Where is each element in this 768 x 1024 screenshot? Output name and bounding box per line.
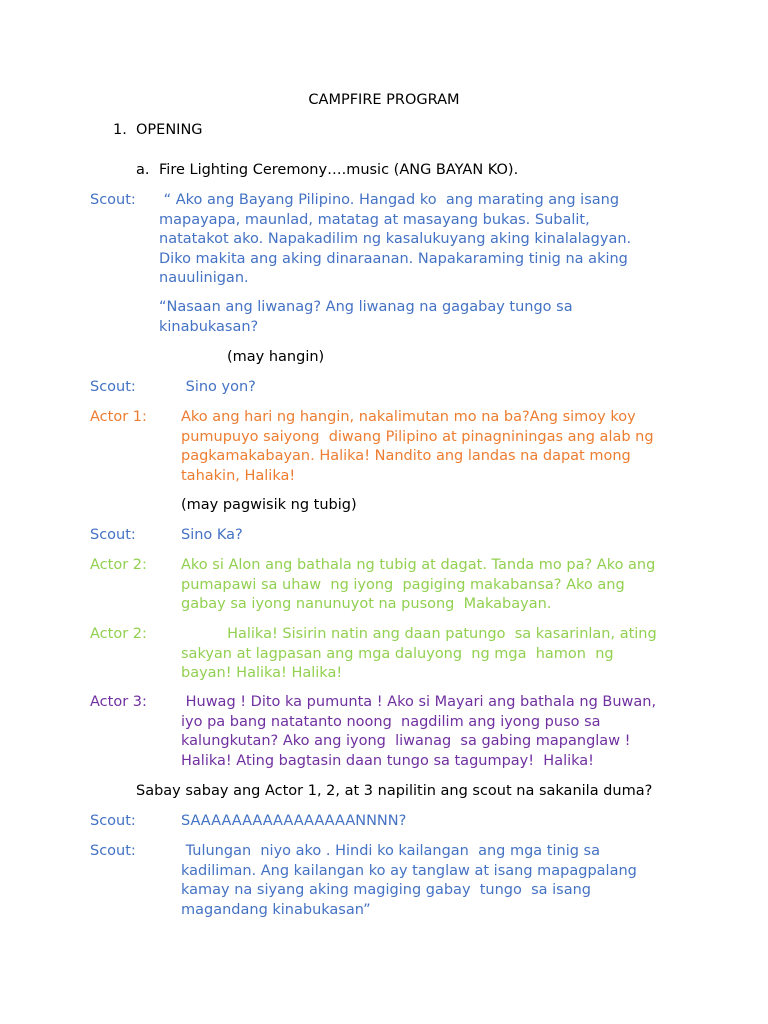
dialogue-line: bayan! Halika! Halika! (181, 665, 343, 681)
item-letter: a. (136, 162, 150, 178)
dialogue-line: iyo pa bang natatanto noong nagdilim ang iyong puso sa (181, 713, 601, 730)
actor-2-dialogue (181, 556, 655, 615)
dialogue-line: pumupuyo saiyong diwang Pilipino at pinagniningas ang alab ng (181, 428, 654, 445)
dialogue-line: sakyan at lagpasan ang mga daluyong ng mga hamon ng (181, 645, 614, 662)
speaker-label-scout: Scout: (90, 813, 136, 829)
stage-direction: (may hangin) (227, 349, 325, 365)
section-number: 1. (113, 122, 127, 138)
scout-dialogue: SAAAAAAAAAAAAAAAANNNN? (181, 813, 407, 829)
dialogue-line: “Nasaan ang liwanag? Ang liwanag na gagabay tungo sa (159, 299, 573, 315)
dialogue-line: tahakin, Halika! (181, 467, 296, 484)
page-title: CAMPFIRE PROGRAM (308, 92, 460, 108)
section-heading: OPENING (136, 122, 203, 138)
dialogue-line: Tulungan niyo ako . Hindi ko kailangan ang mga tinig sa (181, 843, 600, 859)
dialogue-line: “ Ako ang Bayang Pilipino. Hangad ko ang marating ang isang (159, 192, 620, 208)
dialogue-line: mapayapa, maunlad, matatag at masayang bukas. Subalit, (159, 211, 590, 228)
dialogue-line: Halika! Sisirin natin ang daan patungo sa kasarinlan, ating (181, 626, 657, 642)
stage-direction: (may pagwisik ng tubig) (181, 497, 357, 513)
speaker-label-actor-3: Actor 3: (90, 694, 147, 710)
actor-1-dialogue (181, 408, 654, 486)
dialogue-line: Ako si Alon ang bathala ng tubig at dagat. Tanda mo pa? Ako ang (181, 557, 656, 573)
scout-dialogue (159, 191, 631, 289)
speaker-label-scout: Scout: (90, 379, 136, 395)
dialogue-line: kamay na siyang aking magiging gabay tungo sa isang (181, 882, 592, 898)
speaker-label-actor-2: Actor 2: (90, 626, 147, 642)
speaker-label-scout: Scout: (90, 192, 136, 208)
scout-dialogue-continued (159, 298, 573, 337)
dialogue-line: Huwag ! Dito ka pumunta ! Ako si Mayari ang bathala ng Buwan, (181, 694, 657, 710)
dialogue-line: pumapawi sa uhaw ng iyong pagiging makabansa? Ako ang (181, 576, 625, 593)
dialogue-line: magandang kinabukasan” (181, 901, 371, 918)
dialogue-line: Ako ang hari ng hangin, nakalimutan mo na ba?Ang simoy koy (181, 409, 636, 425)
dialogue-line: gabay sa iyong nanunuyot na pusong Makabayan. (181, 596, 552, 612)
speaker-label-scout: Scout: (90, 843, 136, 859)
scout-dialogue: Sino yon? (181, 379, 256, 395)
dialogue-line: kalungkutan? Ako ang iyong liwanag sa gabing mapanglaw ! (181, 733, 631, 749)
item-heading: Fire Lighting Ceremony….music (ANG BAYAN KO). (159, 162, 519, 178)
dialogue-line: nauulinigan. (159, 270, 249, 286)
dialogue-line: natatakot ako. Napakadilim ng kasalukuyang aking kinalalagyan. (159, 231, 632, 247)
scout-dialogue: Sino Ka? (181, 527, 243, 543)
actor-3-dialogue (181, 693, 656, 771)
speaker-label-scout: Scout: (90, 527, 136, 543)
dialogue-line: kadiliman. Ang kailangan ko ay tanglaw at isang mapagpalang (181, 862, 637, 879)
dialogue-line: kinabukasan? (159, 318, 259, 335)
speaker-label-actor-2: Actor 2: (90, 557, 147, 573)
scout-dialogue (181, 842, 637, 920)
dialogue-line: pagkamakabayan. Halika! Nandito ang landas na dapat mong (181, 448, 631, 464)
stage-direction: Sabay sabay ang Actor 1, 2, at 3 napilitin ang scout na sakanila duma? (136, 783, 653, 799)
actor-2-dialogue (181, 625, 657, 684)
speaker-label-actor-1: Actor 1: (90, 409, 147, 425)
dialogue-line: Diko makita ang aking dinaraanan. Napakaraming tinig na aking (159, 250, 628, 267)
dialogue-line: Halika! Ating bagtasin daan tungo sa tagumpay! Halika! (181, 752, 594, 769)
